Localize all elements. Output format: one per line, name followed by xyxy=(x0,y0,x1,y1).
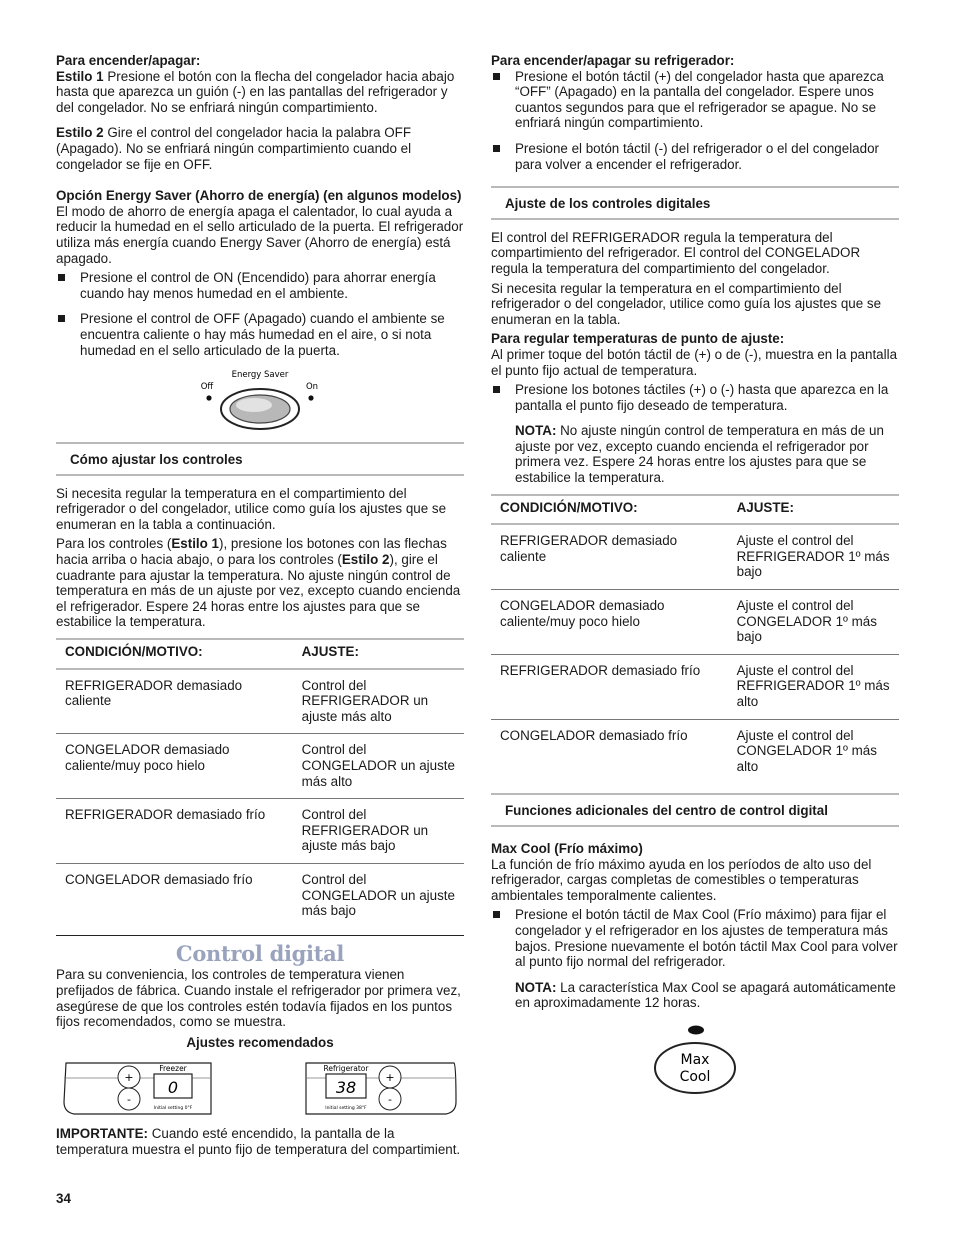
table-row xyxy=(56,799,464,864)
svg-text:+: + xyxy=(124,1071,134,1085)
digital-paragraph-2: Si necesita regular la temperatura en el compartimiento del refrigerador o del congelador, utilice como guía los ajustes que se enumeran en la tabla. xyxy=(491,280,882,327)
svg-text:Initial setting 0°F: Initial setting 0°F xyxy=(153,1106,193,1112)
table-cell: Control del REFRIGERADOR un ajuste más alto xyxy=(293,669,464,734)
svg-text:+: + xyxy=(385,1071,395,1085)
important-paragraph: IMPORTANTE: Cuando esté encendido, la pantalla de la temperatura muestra el punto fijo de temperatura del compartimient. xyxy=(56,1126,461,1157)
svg-text:Energy Saver: Energy Saver xyxy=(231,370,289,381)
table-cell: REFRIGERADOR demasiado frío xyxy=(56,799,293,864)
adjust-controls-bar: Cómo ajustar los controles xyxy=(56,442,464,476)
table-header-row xyxy=(491,495,899,525)
digital-controls-bar: Ajuste de los controles digitales xyxy=(491,186,899,220)
table-cell: REFRIGERADOR demasiado caliente xyxy=(491,524,728,589)
table-cell: CONGELADOR demasiado caliente/muy poco hielo xyxy=(491,590,728,655)
table-row xyxy=(56,734,464,799)
table-cell: Ajuste el control del REFRIGERADOR 1º más bajo xyxy=(728,524,899,589)
table-row xyxy=(491,719,899,783)
table-cell: REFRIGERADOR demasiado caliente xyxy=(56,669,293,734)
estilo2-paragraph: Estilo 2 Gire el control del congelador hacia la palabra OFF (Apagado). No se enfriará ningún compartimiento cuando el congelador se fije en OFF. xyxy=(56,125,412,172)
setpoint-heading: Para regular temperaturas de punto de ajuste: xyxy=(491,331,785,347)
recommended-caption: Ajustes recomendados xyxy=(186,1034,334,1050)
svg-text:Freezer: Freezer xyxy=(159,1064,187,1074)
on-off-heading: Para encender/apagar: xyxy=(56,53,201,68)
table-cell: Control del CONGELADOR un ajuste más alto xyxy=(293,734,464,799)
maxcool-bullet: Presione el botón táctil de Max Cool (Frío máximo) para fijar el congelador y el refrigerador en los ajustes de temperatura más bajos. Presione nuevamente el botón táctil Max Cool para volver al punto fijo normal del refrigerador. xyxy=(491,907,899,969)
maxcool-graphic xyxy=(491,1023,899,1103)
onoff-bullet-2: Presione el botón táctil (-) del refrigerador o el del congelador para volver a encender el refrigerador. xyxy=(491,141,899,172)
page-number: 34 xyxy=(56,1191,71,1206)
table-row xyxy=(56,669,464,734)
maxcool-text: La función de frío máximo ayuda en los períodos de alto uso del refrigerador, cargas completas de comestibles o temperaturas ambientales temporalmente calientes. xyxy=(491,856,872,903)
digital-adjust-table xyxy=(491,494,899,784)
table-cell: REFRIGERADOR demasiado frío xyxy=(491,654,728,719)
adjust-paragraph-2: Para los controles (Estilo 1), presione los botones con las flechas hacia arriba o hacia abajo, o para los controles (Estilo 2), gire el cuadrante para ajustar la temperatura. No ajuste ningún control de temperatura en más de un ajuste por vez, excepto cuando encienda el refrigerador. Espere 24 horas entre los ajustes para que se estabilice la temperatura. xyxy=(56,536,461,630)
table-cell: Control del REFRIGERADOR un ajuste más bajo xyxy=(293,799,464,864)
adjust-table xyxy=(56,638,464,928)
control-digital-title: Control digital xyxy=(175,940,345,966)
table-cell: CONGELADOR demasiado frío xyxy=(65,871,253,887)
svg-text:0: 0 xyxy=(167,1078,179,1098)
table-row xyxy=(491,654,899,719)
right-column xyxy=(491,53,899,1103)
section-divider xyxy=(56,935,464,936)
recommended-panels xyxy=(56,1054,464,1118)
svg-text:-: - xyxy=(388,1093,392,1107)
table-cell: CONGELADOR demasiado caliente/muy poco hielo xyxy=(56,734,293,799)
adjust-paragraph-1: Si necesita regular la temperatura en el compartimiento del refrigerador o del congelador, utilice como guía los ajustes que se enumeran en la tabla a continuación. xyxy=(56,485,447,532)
nota-1: NOTA: No ajuste ningún control de temperatura en más de un ajuste por vez, excepto cuando encienda el refrigerador por primera vez. Espere 24 horas entre los ajustes para que se estabilice la temperatura. xyxy=(515,423,884,486)
table-row xyxy=(491,524,899,589)
svg-text:Initial setting 38°F: Initial setting 38°F xyxy=(325,1106,367,1112)
svg-text:-: - xyxy=(127,1093,131,1107)
max-cool-button-icon xyxy=(491,1023,899,1103)
svg-text:38: 38 xyxy=(335,1078,357,1098)
additional-functions-bar: Funciones adicionales del centro de control digital xyxy=(491,793,899,827)
svg-text:Max: Max xyxy=(680,1051,710,1068)
table-cell: Ajuste el control del REFRIGERADOR 1º más alto xyxy=(728,654,899,719)
table-cell: Control del CONGELADOR un ajuste más bajo xyxy=(301,871,455,919)
energy-saver-heading: Opción Energy Saver (Ahorro de energía) (en algunos modelos) xyxy=(56,188,462,204)
energy-bullet-2: Presione el control de OFF (Apagado) cuando el ambiente se encuentra caliente o hay más humedad en el aire, o si nota humedad en el sello articulado de la puerta. xyxy=(56,311,464,358)
control-digital-text: Para su conveniencia, los controles de temperatura vienen prefijados de fábrica. Cuando instale el refrigerador por primera vez, asegúrese de que los controles estén todavía fijados en los puntos fijos recomendados, como se muestra. xyxy=(56,967,461,1030)
svg-text:Off: Off xyxy=(200,382,214,393)
svg-text:On: On xyxy=(305,382,319,393)
table-header-condition: CONDICIÓN/MOTIVO: xyxy=(491,495,728,525)
control-panels-icon xyxy=(56,1054,464,1118)
estilo1-paragraph: Estilo 1 Presione el botón con la flecha del congelador hacia abajo hasta que aparezca un guión (-) en las pantallas del refrigerador y del congelador. No se enfriará ningún compartimiento. xyxy=(56,68,455,115)
table-header-setting: AJUSTE: xyxy=(293,639,464,669)
table-cell: Ajuste el control del CONGELADOR 1º más bajo xyxy=(728,590,899,655)
table-header-condition: CONDICIÓN/MOTIVO: xyxy=(56,639,293,669)
table-cell: CONGELADOR demasiado frío xyxy=(500,727,688,743)
table-header-row xyxy=(56,639,464,669)
svg-text:Refrigerator: Refrigerator xyxy=(323,1064,369,1074)
energy-saver-button-icon xyxy=(56,364,464,436)
energy-saver-text: El modo de ahorro de energía apaga el calentador, lo cual ayuda a reducir la humedad en el sello articulado de la puerta. El refrigerador utiliza más energía cuando Energy Saver (Ahorro de energía) está apagado. xyxy=(56,203,464,266)
setpoint-text: Al primer toque del botón táctil de (+) o de (-), muestra en la pantalla el punto fijo actual de temperatura. xyxy=(491,346,898,378)
nota-2: NOTA: La característica Max Cool se apagará automáticamente en aproximadamente 12 horas. xyxy=(515,979,896,1011)
left-column xyxy=(56,53,464,1158)
onoff-fridge-heading: Para encender/apagar su refrigerador: xyxy=(491,53,735,68)
energy-saver-graphic xyxy=(56,364,464,436)
table-header-setting: AJUSTE: xyxy=(728,495,899,525)
table-row xyxy=(491,590,899,655)
table-cell: Ajuste el control del CONGELADOR 1º más alto xyxy=(736,727,877,774)
energy-bullet-1: Presione el control de ON (Encendido) para ahorrar energía cuando hay menos humedad en el ambiente. xyxy=(56,270,464,301)
digital-paragraph-1: El control del REFRIGERADOR regula la temperatura del compartimiento del refrigerador. El control del CONGELADOR regula la temperatura del compartimiento del congelador. xyxy=(491,229,861,276)
setpoint-bullet: Presione los botones táctiles (+) o (-) hasta que aparezca en la pantalla el punto fijo deseado de temperatura. xyxy=(491,382,899,413)
maxcool-heading: Max Cool (Frío máximo) xyxy=(491,840,643,856)
table-row xyxy=(56,863,464,927)
svg-text:Cool: Cool xyxy=(679,1068,711,1085)
onoff-bullet-1: Presione el botón táctil (+) del congelador hasta que aparezca “OFF” (Apagado) en la pantalla del congelador. Espere unos cuantos segundos para que el refrigerador se apague. No se enfriará ningún compartimiento. xyxy=(491,69,899,131)
